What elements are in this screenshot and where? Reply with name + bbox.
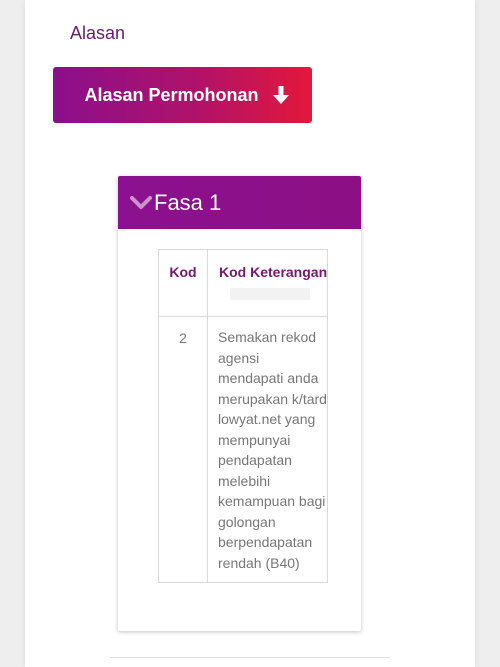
reason-button-label: Alasan Permohonan [84,84,259,105]
column-header-kod: Kod [159,250,208,316]
page-card [25,0,475,667]
bottom-divider [110,657,390,658]
cell-keterangan: Semakan rekod agensi mendapati anda merupakan k/tard lowyat.net yang mempunyai pendapatan melebihi kemampuan bagi golongan berpendapatan rendah (B40) [218,329,327,571]
phase-panel [118,176,361,631]
table-row [159,317,327,583]
section-label: Alasan [70,23,126,43]
column-header-keterangan-label: Kod Keterangan [219,264,327,280]
table-header-row [159,250,327,317]
cell-kod: 2 [159,317,208,583]
arrow-down-icon [273,86,289,104]
reason-table[interactable] [158,249,328,583]
reason-download-button[interactable] [53,67,312,123]
column-header-keterangan [208,250,327,316]
phase-header-toggle[interactable] [118,176,361,229]
header-placeholder-decoration [230,288,310,300]
phase-title: Fasa 1 [154,189,222,215]
chevron-down-icon [130,195,152,211]
